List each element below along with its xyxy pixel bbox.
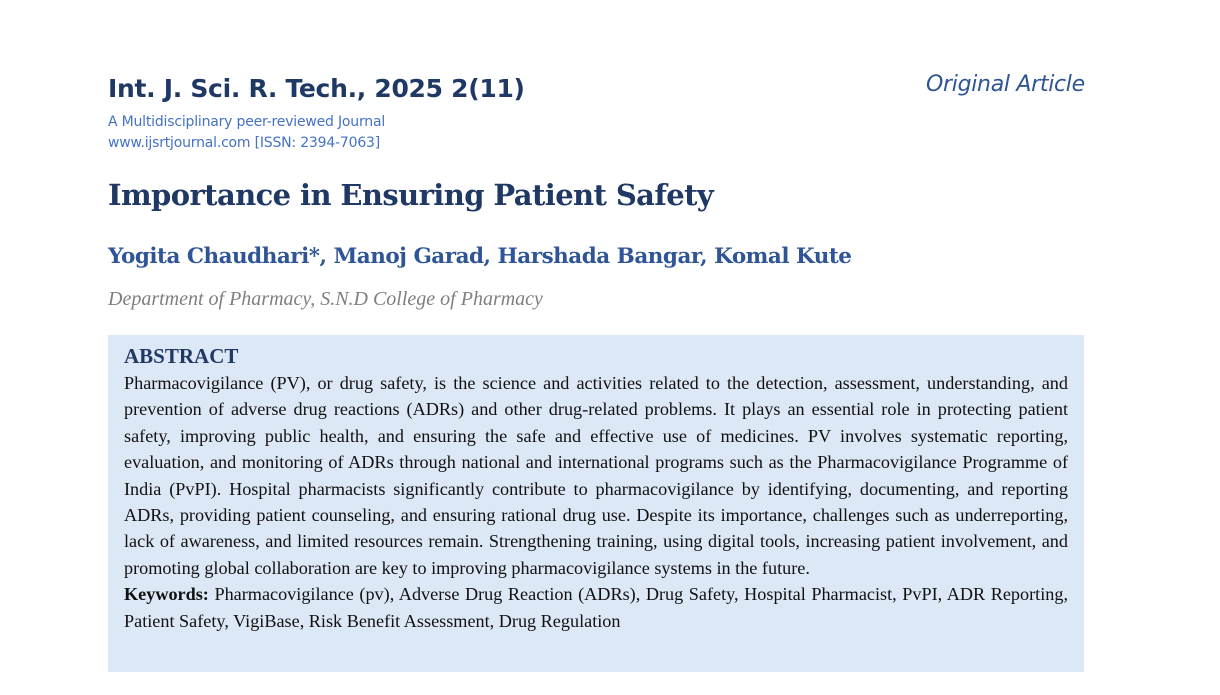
abstract-text: Pharmacovigilance (PV), or drug safety, is the science and activities related to the detection, assessment, understanding, and prevention of adverse drug reactions (ADRs) and other drug-related problems. It plays an essential role in protecting patient safety, improving public health, and ensuring the safe and effective use of medicines. PV involves systematic reporting, evaluation, and monitoring of ADRs through national and international programs such as the Pharmacovigilance Programme of India (PvPI). Hospital pharmacists significantly contribute to pharmacovigilance by identifying, documenting, and reporting ADRs, providing patient counseling, and ensuring rational drug use. Despite its importance, challenges such as underreporting, lack of awareness, and limited resources remain. Strengthening training, using digital tools, increasing patient involvement, and promoting global collaboration are key to improving pharmacovigilance systems in the future. — [124, 373, 1068, 578]
abstract-section — [108, 335, 1084, 672]
journal-website: www.ijsrtjournal.com [ISSN: 2394-7063] — [108, 135, 380, 151]
keywords-list: Pharmacovigilance (pv), Adverse Drug Reaction (ADRs), Drug Safety, Hospital Pharmacist, PvPI, ADR Reporting, Patient Safety, VigiBase, Risk Benefit Assessment, Drug Regulation — [124, 584, 1069, 631]
article-type-label: Original Article — [926, 72, 1085, 97]
author-list: Yogita Chaudhari*, Manoj Garad, Harshada Bangar, Komal Kute — [108, 244, 852, 269]
paper-title: Importance in Ensuring Patient Safety — [108, 178, 714, 212]
keywords-label: Keywords: — [124, 584, 209, 605]
journal-tagline: A Multidisciplinary peer-reviewed Journal — [108, 114, 386, 130]
keywords-paragraph — [124, 581, 1068, 634]
author-affiliation: Department of Pharmacy, S.N.D College of Pharmacy — [108, 288, 543, 310]
journal-title: Int. J. Sci. R. Tech., 2025 2(11) — [108, 74, 525, 103]
abstract-heading: ABSTRACT — [124, 344, 239, 368]
